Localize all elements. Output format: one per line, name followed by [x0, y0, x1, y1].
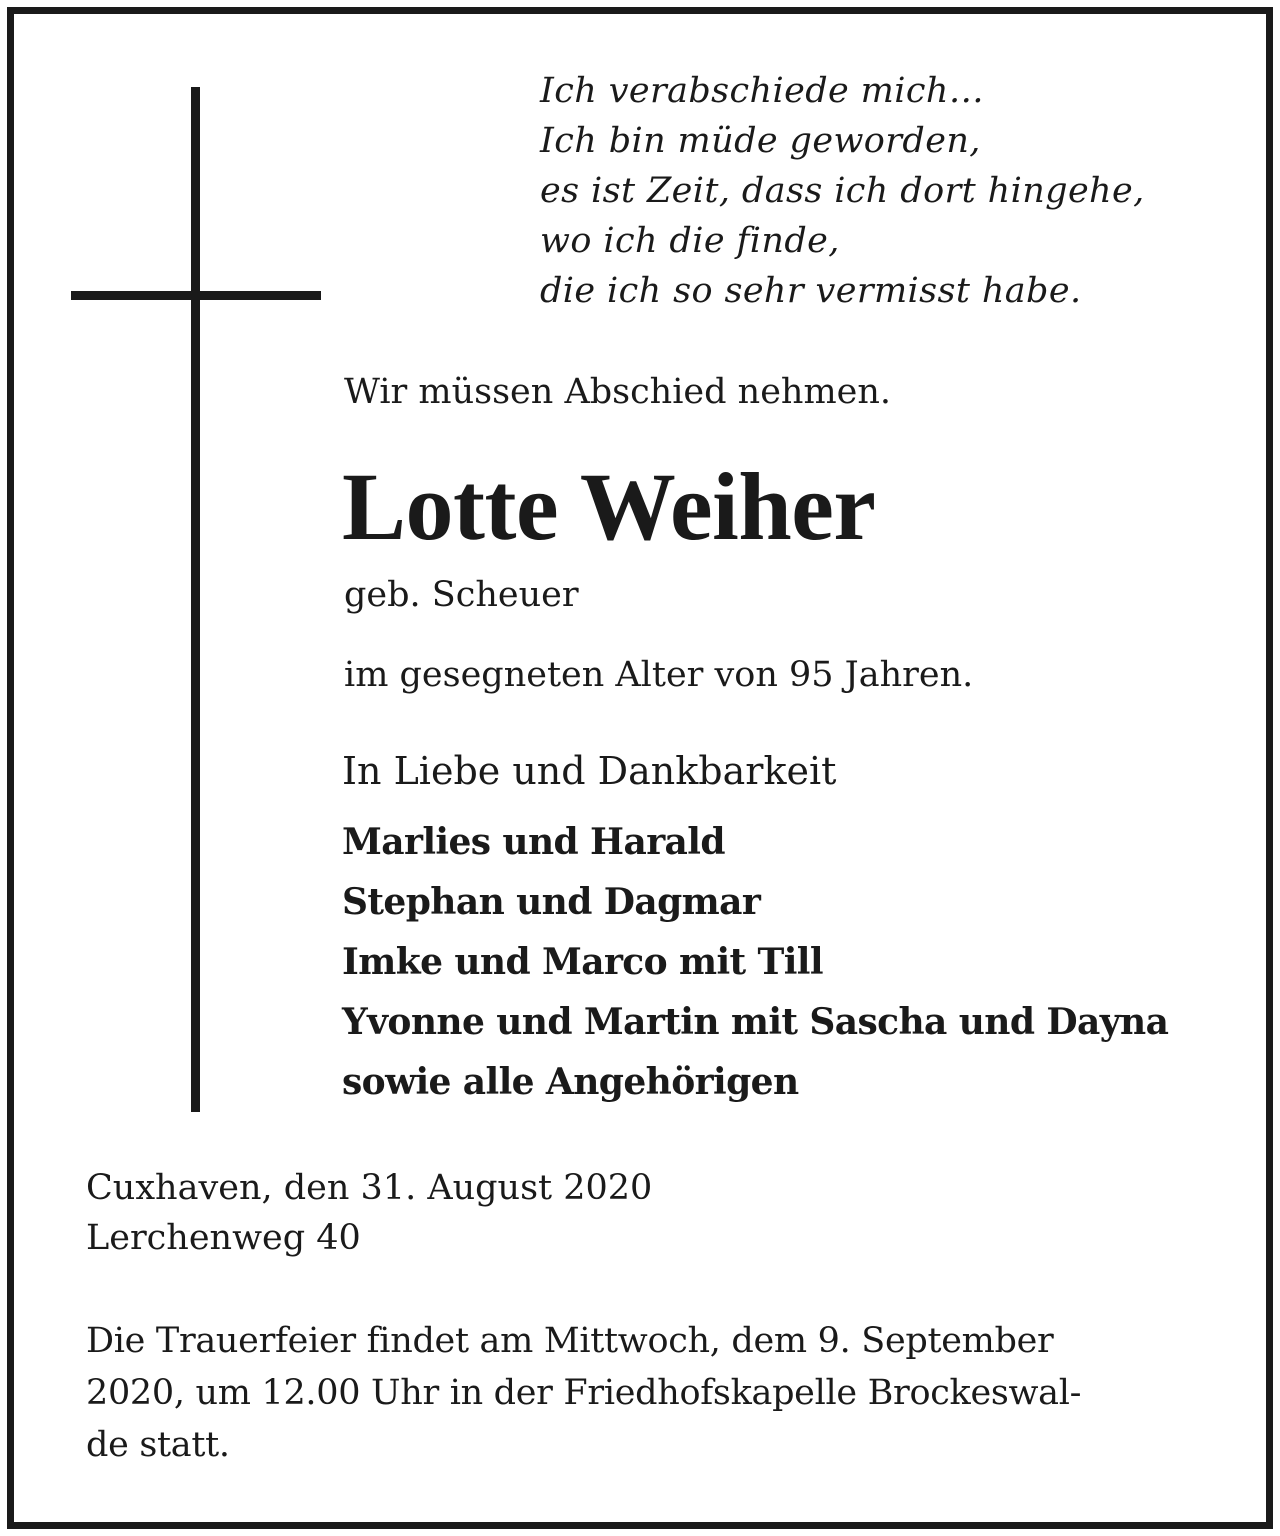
address: Lerchenweg 40	[86, 1218, 361, 1258]
gratitude-line: In Liebe und Dankbarkeit	[342, 749, 837, 793]
service-line: de statt.	[86, 1425, 230, 1465]
poem	[540, 66, 1240, 316]
mourner-line: sowie alle Angehörigen	[342, 1061, 799, 1103]
mourner-line: Marlies und Harald	[342, 821, 725, 863]
poem-line: Ich bin müde geworden,	[540, 121, 981, 161]
poem-line: es ist Zeit, dass ich dort hingehe,	[540, 171, 1145, 211]
deceased-name: Lotte Weiher	[342, 453, 876, 560]
place-date-block	[86, 1163, 652, 1263]
cross-icon	[191, 87, 200, 1112]
service-line: Die Trauerfeier findet am Mittwoch, dem 9. September	[86, 1321, 1054, 1361]
farewell-line: Wir müssen Abschied nehmen.	[344, 372, 892, 412]
place-date: Cuxhaven, den 31. August 2020	[86, 1168, 653, 1208]
mourner-line: Stephan und Dagmar	[342, 881, 761, 923]
poem-line: wo ich die finde,	[540, 221, 840, 261]
cross-icon-crossbar	[71, 291, 321, 300]
age-line: im gesegneten Alter von 95 Jahren.	[344, 655, 974, 695]
service-notice	[86, 1315, 1206, 1471]
mourner-line: Imke und Marco mit Till	[342, 941, 823, 983]
mourner-line: Yvonne und Martin mit Sascha und Dayna	[342, 1001, 1169, 1043]
service-line: 2020, um 12.00 Uhr in der Friedhofskapelle Brockeswal-	[86, 1373, 1082, 1413]
poem-line: Ich verabschiede mich…	[540, 71, 985, 111]
mourners-list	[342, 812, 1168, 1112]
poem-line: die ich so sehr vermisst habe.	[540, 271, 1082, 311]
maiden-name: geb. Scheuer	[344, 575, 579, 615]
